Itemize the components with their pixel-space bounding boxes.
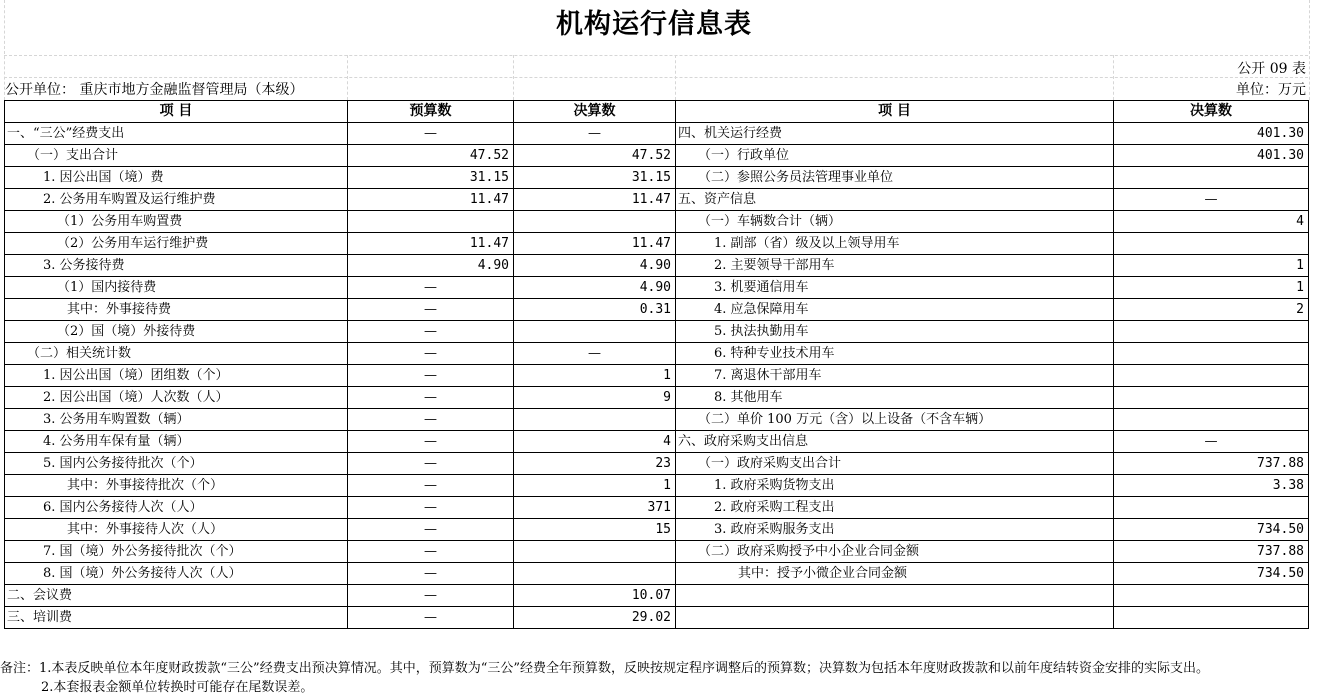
table-row	[5, 475, 1309, 497]
budget-cell: —	[348, 387, 514, 409]
left-item-cell: （二）相关统计数	[5, 343, 348, 365]
budget-cell: —	[348, 321, 514, 343]
right-final-cell: 4	[1114, 211, 1309, 233]
right-final-cell	[1114, 409, 1309, 431]
final-cell: 23	[514, 453, 676, 475]
right-final-cell	[1114, 497, 1309, 519]
left-item-cell: （1）国内接待费	[5, 277, 348, 299]
left-item-cell: （2）公务用车运行维护费	[5, 233, 348, 255]
budget-cell: 47.52	[348, 145, 514, 167]
table-row	[5, 145, 1309, 167]
table-row	[5, 431, 1309, 453]
table-row	[5, 277, 1309, 299]
right-item-cell: （一）政府采购支出合计	[676, 453, 1114, 475]
left-item-cell: 6. 国内公务接待人次（人）	[5, 497, 348, 519]
right-item-cell: 其中：授予小微企业合同金额	[676, 563, 1114, 585]
grid-line	[1113, 55, 1114, 100]
right-final-cell: 401.30	[1114, 145, 1309, 167]
final-cell: 4.90	[514, 255, 676, 277]
right-item-cell: 六、政府采购支出信息	[676, 431, 1114, 453]
left-item-cell: 2. 公务用车购置及运行维护费	[5, 189, 348, 211]
right-item-cell: （二）参照公务员法管理事业单位	[676, 167, 1114, 189]
final-cell	[514, 563, 676, 585]
budget-cell: —	[348, 541, 514, 563]
right-item-cell: 3. 政府采购服务支出	[676, 519, 1114, 541]
header-final-right: 决算数	[1114, 101, 1309, 123]
left-item-cell: 二、会议费	[5, 585, 348, 607]
table-row	[5, 497, 1309, 519]
page-title: 机构运行信息表	[556, 9, 752, 40]
final-cell: 0.31	[514, 299, 676, 321]
table-row	[5, 211, 1309, 233]
final-cell: 371	[514, 497, 676, 519]
table-row	[5, 167, 1309, 189]
budget-cell: 11.47	[348, 233, 514, 255]
table-row	[5, 453, 1309, 475]
left-item-cell: 三、培训费	[5, 607, 348, 629]
note-1: 备注：1.本表反映单位本年度财政拨款“三公”经费支出预决算情况。其中，预算数为“三公”经费全年预算数，反映按规定程序调整后的预算数；决算数为包括本年度财政拨款和以前年度结转资金安排的实际支出。	[0, 661, 1209, 676]
budget-cell: 31.15	[348, 167, 514, 189]
budget-cell: —	[348, 585, 514, 607]
right-final-cell	[1114, 321, 1309, 343]
final-cell: 31.15	[514, 167, 676, 189]
final-cell: 1	[514, 475, 676, 497]
final-cell: 1	[514, 365, 676, 387]
left-item-cell: 4. 公务用车保有量（辆）	[5, 431, 348, 453]
budget-cell: —	[348, 365, 514, 387]
budget-cell: —	[348, 563, 514, 585]
budget-cell: 4.90	[348, 255, 514, 277]
left-item-cell: 5. 国内公务接待批次（个）	[5, 453, 348, 475]
header-budget: 预算数	[348, 101, 514, 123]
right-item-cell: 3. 机要通信用车	[676, 277, 1114, 299]
right-item-cell: 6. 特种专业技术用车	[676, 343, 1114, 365]
final-cell: 47.52	[514, 145, 676, 167]
right-final-cell: 3.38	[1114, 475, 1309, 497]
header-item-right: 项 目	[676, 101, 1114, 123]
right-final-cell	[1114, 387, 1309, 409]
right-final-cell	[1114, 167, 1309, 189]
right-final-cell: 734.50	[1114, 519, 1309, 541]
budget-cell	[348, 211, 514, 233]
table-row	[5, 365, 1309, 387]
table-row	[5, 255, 1309, 277]
left-item-cell: 其中：外事接待批次（个）	[5, 475, 348, 497]
right-item-cell: 4. 应急保障用车	[676, 299, 1114, 321]
right-final-cell	[1114, 233, 1309, 255]
amount-unit: 单位：万元	[1236, 82, 1306, 98]
right-item-cell: 1. 政府采购货物支出	[676, 475, 1114, 497]
left-item-cell: （1）公务用车购置费	[5, 211, 348, 233]
right-final-cell	[1114, 343, 1309, 365]
left-item-cell: 其中：外事接待费	[5, 299, 348, 321]
table-row	[5, 189, 1309, 211]
final-cell: —	[514, 343, 676, 365]
left-item-cell: 1. 因公出国（境）团组数（个）	[5, 365, 348, 387]
budget-cell: —	[348, 123, 514, 145]
left-item-cell: 3. 公务用车购置数（辆）	[5, 409, 348, 431]
right-item-cell	[676, 585, 1114, 607]
right-final-cell: 401.30	[1114, 123, 1309, 145]
budget-cell: —	[348, 409, 514, 431]
right-item-cell: 四、机关运行经费	[676, 123, 1114, 145]
table-row	[5, 343, 1309, 365]
table-row	[5, 607, 1309, 629]
right-final-cell	[1114, 365, 1309, 387]
reporting-unit: 公开单位： 重庆市地方金融监督管理局（本级）	[5, 82, 304, 98]
right-item-cell: （二）政府采购授予中小企业合同金额	[676, 541, 1114, 563]
final-cell	[514, 211, 676, 233]
header-final-left: 决算数	[514, 101, 676, 123]
table-row	[5, 123, 1309, 145]
budget-cell: —	[348, 497, 514, 519]
right-final-cell	[1114, 585, 1309, 607]
right-item-cell: （二）单价 100 万元（含）以上设备（不含车辆）	[676, 409, 1114, 431]
final-cell: 11.47	[514, 233, 676, 255]
table-row	[5, 519, 1309, 541]
grid-line	[513, 55, 514, 100]
table-row	[5, 299, 1309, 321]
final-cell: 15	[514, 519, 676, 541]
info-table	[4, 100, 1309, 629]
final-cell: 29.02	[514, 607, 676, 629]
grid-line	[675, 55, 676, 100]
table-row	[5, 541, 1309, 563]
right-item-cell	[676, 607, 1114, 629]
right-final-cell: —	[1114, 431, 1309, 453]
table-header-row	[5, 101, 1309, 123]
budget-cell: —	[348, 607, 514, 629]
right-final-cell	[1114, 607, 1309, 629]
left-item-cell: 2. 因公出国（境）人次数（人）	[5, 387, 348, 409]
table-row	[5, 233, 1309, 255]
table-row	[5, 563, 1309, 585]
left-item-cell: （2）国（境）外接待费	[5, 321, 348, 343]
budget-cell: 11.47	[348, 189, 514, 211]
right-final-cell: 1	[1114, 255, 1309, 277]
grid-line	[347, 55, 348, 100]
budget-cell: —	[348, 431, 514, 453]
budget-cell: —	[348, 475, 514, 497]
right-final-cell: 737.88	[1114, 541, 1309, 563]
final-cell: 11.47	[514, 189, 676, 211]
left-item-cell: 8. 国（境）外公务接待人次（人）	[5, 563, 348, 585]
right-item-cell: 五、资产信息	[676, 189, 1114, 211]
right-final-cell: —	[1114, 189, 1309, 211]
final-cell	[514, 409, 676, 431]
budget-cell: —	[348, 519, 514, 541]
right-final-cell: 734.50	[1114, 563, 1309, 585]
table-code: 公开 09 表	[1237, 61, 1306, 77]
right-item-cell: 7. 离退休干部用车	[676, 365, 1114, 387]
budget-cell: —	[348, 453, 514, 475]
left-item-cell: 7. 国（境）外公务接待批次（个）	[5, 541, 348, 563]
final-cell: 4.90	[514, 277, 676, 299]
left-item-cell: 一、“三公”经费支出	[5, 123, 348, 145]
table-row	[5, 387, 1309, 409]
left-item-cell: 1. 因公出国（境）费	[5, 167, 348, 189]
right-item-cell: 8. 其他用车	[676, 387, 1114, 409]
table-row	[5, 409, 1309, 431]
right-item-cell: 2. 主要领导干部用车	[676, 255, 1114, 277]
right-final-cell: 737.88	[1114, 453, 1309, 475]
right-item-cell: 1. 副部（省）级及以上领导用车	[676, 233, 1114, 255]
note-2: 2.本套报表金额单位转换时可能存在尾数误差。	[41, 680, 314, 695]
left-item-cell: （一）支出合计	[5, 145, 348, 167]
final-cell: 4	[514, 431, 676, 453]
final-cell	[514, 541, 676, 563]
left-item-cell: 其中：外事接待人次（人）	[5, 519, 348, 541]
right-final-cell: 1	[1114, 277, 1309, 299]
budget-cell: —	[348, 343, 514, 365]
budget-cell: —	[348, 277, 514, 299]
right-item-cell: （一）车辆数合计（辆）	[676, 211, 1114, 233]
left-item-cell: 3. 公务接待费	[5, 255, 348, 277]
final-cell: —	[514, 123, 676, 145]
table-row	[5, 321, 1309, 343]
final-cell: 9	[514, 387, 676, 409]
table-row	[5, 585, 1309, 607]
right-item-cell: 2. 政府采购工程支出	[676, 497, 1114, 519]
final-cell	[514, 321, 676, 343]
header-item-left: 项 目	[5, 101, 348, 123]
right-item-cell: （一）行政单位	[676, 145, 1114, 167]
right-final-cell: 2	[1114, 299, 1309, 321]
final-cell: 10.07	[514, 585, 676, 607]
budget-cell: —	[348, 299, 514, 321]
notes	[0, 659, 1209, 697]
right-item-cell: 5. 执法执勤用车	[676, 321, 1114, 343]
